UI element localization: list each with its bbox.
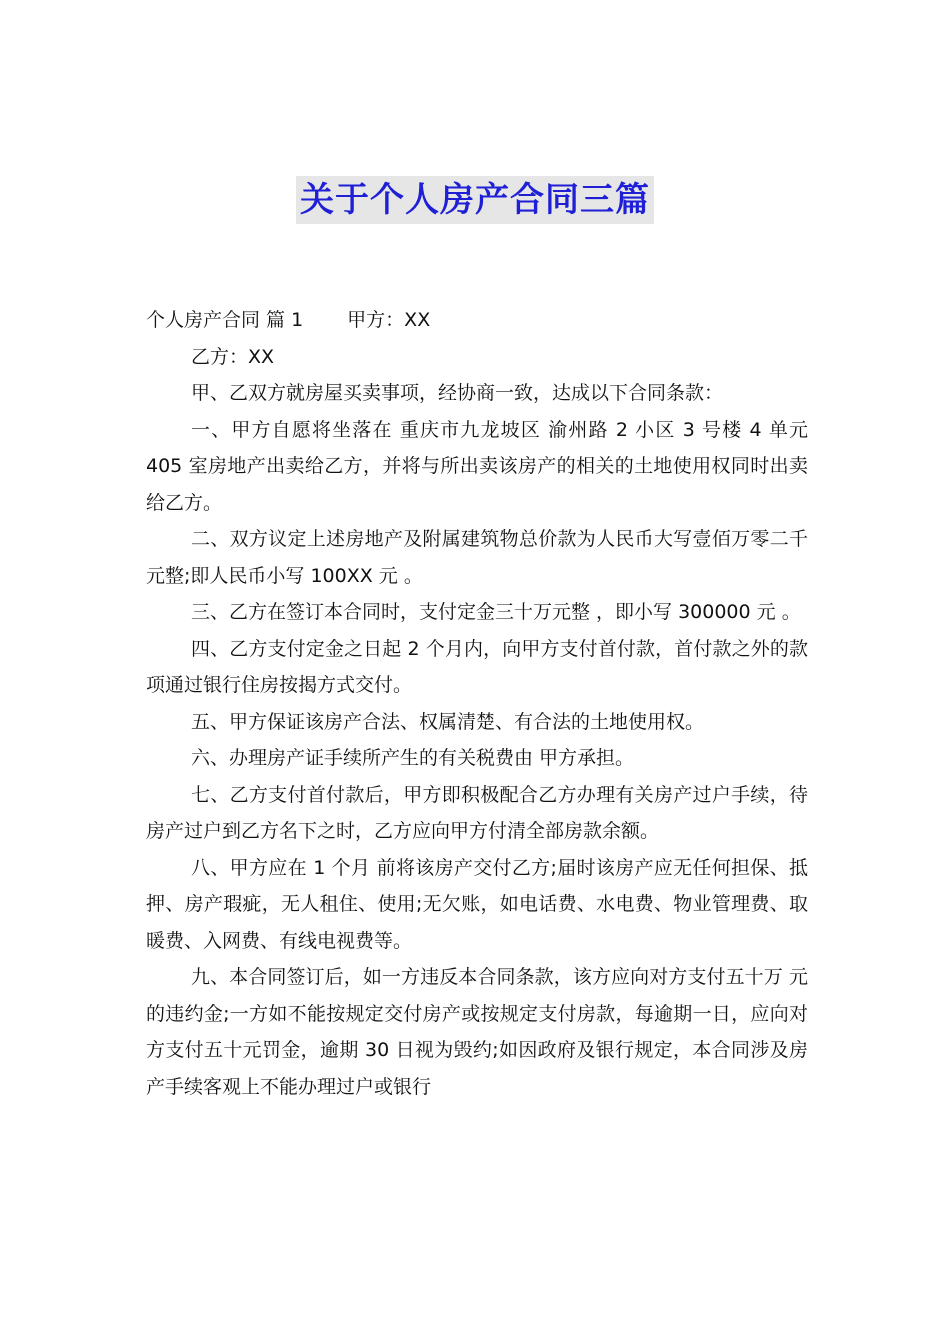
- contract-label: 个人房产合同 篇 1: [146, 309, 304, 331]
- clause-3: 三、乙方在签订本合同时，支付定金三十万元整 ，即小写 300000 元 。: [191, 601, 801, 623]
- preamble: 甲、乙双方就房屋买卖事项，经协商一致，达成以下合同条款：: [191, 382, 724, 404]
- clause-8: 八、甲方应在 1 个月 前将该房产交付乙方;届时该房产应无任何担保、抵押、房产瑕疵，无人租住、使用;无欠账，如电话费、水电费、物业管理费、取暖费、入网费、有线电视费等。: [146, 856, 808, 952]
- document-title: 关于个人房产合同三篇: [296, 176, 654, 224]
- clause-2: 二、双方议定上述房地产及附属建筑物总价款为人民币大写壹佰万零二千元整;即人民币小写 100XX 元 。: [146, 528, 808, 587]
- clause-9: 九、本合同签订后，如一方违反本合同条款，该方应向对方支付五十万 元的违约金;一方如不能按规定交付房产或按规定支付房款，每逾期一日，应向对方支付五十元罚金，逾期 30 日视为毁约;如因政府及银行规定，本合同涉及房产手续客观上不能办理过户或银行: [146, 966, 808, 1098]
- clause-7: 七、乙方支付首付款后，甲方即积极配合乙方办理有关房产过户手续，待房产过户到乙方名下之时，乙方应向甲方付清全部房款余额。: [146, 783, 808, 842]
- contract-header-line: [146, 302, 808, 339]
- party-a: 甲方：XX: [347, 309, 431, 331]
- clause-5: 五、甲方保证该房产合法、权属清楚、有合法的土地使用权。: [191, 710, 705, 733]
- clause-6: 六、办理房产证手续所产生的有关税费由 甲方承担。: [191, 747, 635, 769]
- clause-4: 四、乙方支付定金之日起 2 个月内，向甲方支付首付款，首付款之外的款项通过银行住房按揭方式交付。: [146, 637, 808, 696]
- clause-1: 一、甲方自愿将坐落在 重庆市九龙坡区 渝州路 2 小区 3 号楼 4 单元 405 室房地产出卖给乙方，并将与所出卖该房产的相关的土地使用权同时出卖给乙方。: [146, 418, 808, 514]
- title-container: [0, 176, 950, 224]
- document-body: [146, 302, 808, 1105]
- party-b: 乙方：XX: [191, 345, 275, 368]
